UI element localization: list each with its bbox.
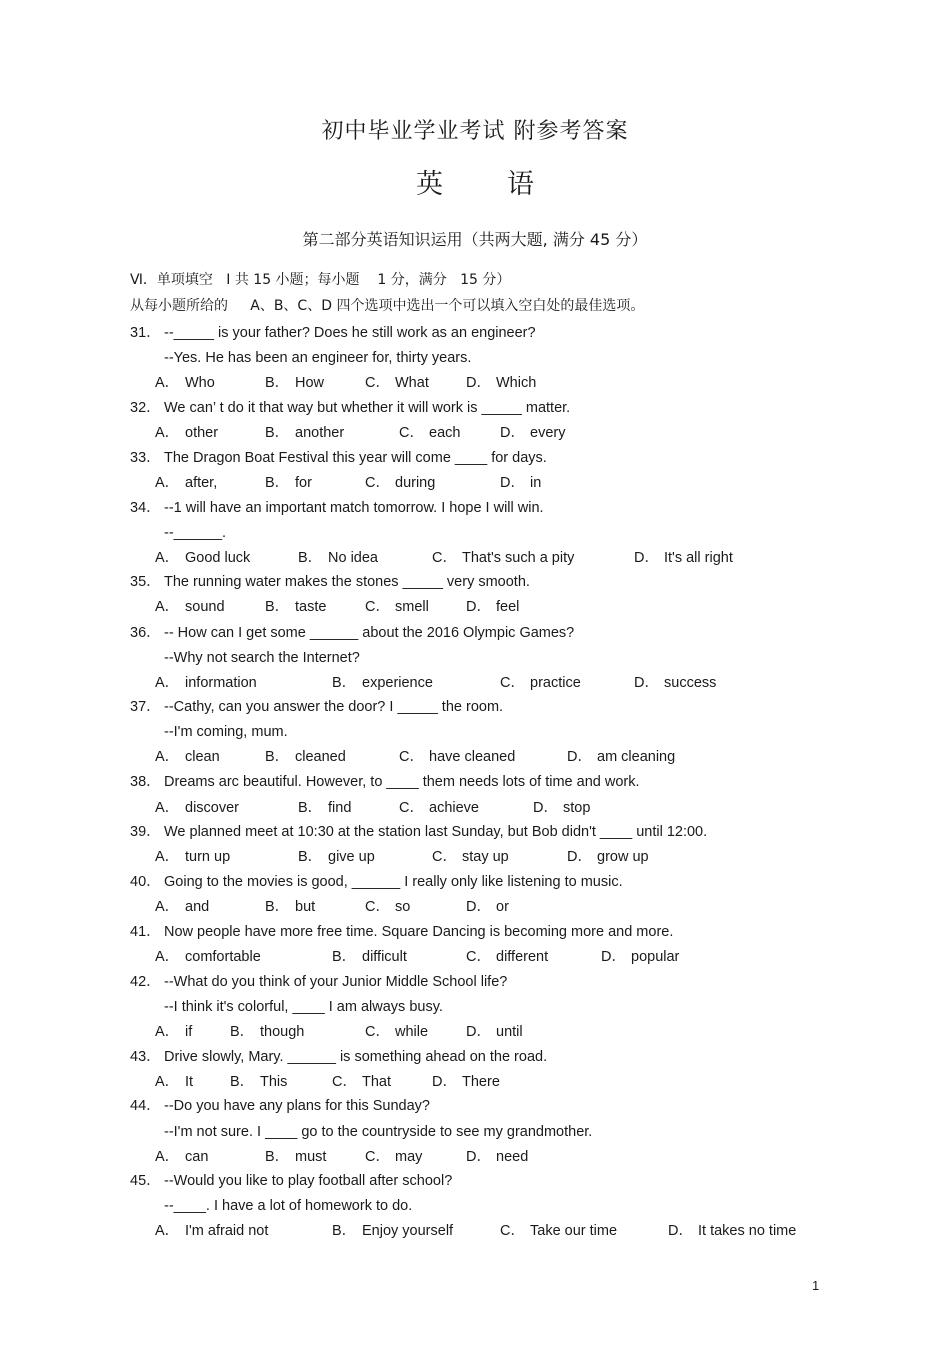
option-a[interactable]: A． Who <box>155 375 215 391</box>
option-c[interactable]: C． while <box>365 1024 429 1040</box>
option-a[interactable]: A． comfortable <box>155 949 261 965</box>
question-41-stem <box>130 922 673 942</box>
option-d[interactable]: D． Which <box>466 375 537 391</box>
question-44-options <box>155 1147 835 1167</box>
question-text: --What do you think of your Junior Middle School life? <box>164 974 508 990</box>
option-b[interactable]: B． difficult <box>332 949 407 965</box>
question-number: 32． <box>130 400 161 416</box>
question-43-stem <box>130 1047 547 1067</box>
question-38-stem <box>130 772 640 792</box>
option-c[interactable]: C． practice <box>500 675 581 691</box>
option-d[interactable]: D． It takes no time <box>668 1223 797 1239</box>
question-33-options <box>155 473 835 493</box>
question-text: We planned meet at 10:30 at the station last Sunday, but Bob didn't ____ until 12:00. <box>164 824 708 840</box>
option-c[interactable]: C． That's such a pity <box>432 550 575 566</box>
question-number: 42． <box>130 974 161 990</box>
question-45-stem <box>130 1171 452 1191</box>
option-d[interactable]: D． feel <box>466 599 520 615</box>
question-35-stem <box>130 572 530 592</box>
option-b[interactable]: B． find <box>298 800 352 816</box>
option-c[interactable]: C． each <box>399 425 461 441</box>
option-b[interactable]: B． must <box>265 1149 327 1165</box>
option-c[interactable]: C． different <box>466 949 549 965</box>
option-c[interactable]: C． smell <box>365 599 429 615</box>
option-c[interactable]: C． so <box>365 899 411 915</box>
question-number: 34． <box>130 500 161 516</box>
option-b[interactable]: B． but <box>265 899 316 915</box>
question-37-options <box>155 747 835 767</box>
question-text: Drive slowly, Mary. ______ is something ahead on the road. <box>164 1049 548 1065</box>
subject-char-1: 英 <box>416 169 443 200</box>
option-a[interactable]: A． and <box>155 899 210 915</box>
question-44-dialogue: --I'm not sure. I ____ go to the countryside to see my grandmother. <box>164 1124 593 1140</box>
question-37-dialogue: --I'm coming, mum. <box>164 724 288 740</box>
question-36-stem <box>130 623 574 643</box>
question-36-options <box>155 673 835 693</box>
option-b[interactable]: B． give up <box>298 849 375 865</box>
option-d[interactable]: D． or <box>466 899 509 915</box>
section-instruction: 从每小题所给的 A、B、C、D 四个选项中选出一个可以填入空白处的最佳选项。 <box>130 298 645 314</box>
question-text: The Dragon Boat Festival this year will come ____ for days. <box>164 450 547 466</box>
option-b[interactable]: B． How <box>265 375 325 391</box>
option-c[interactable]: C． during <box>365 475 436 491</box>
option-b[interactable]: B． taste <box>265 599 327 615</box>
question-number: 44． <box>130 1098 161 1114</box>
question-32-options <box>155 423 835 443</box>
question-45-options <box>155 1221 835 1241</box>
page-number: 1 <box>812 1278 820 1293</box>
question-text: The running water makes the stones _____ very smooth. <box>164 574 530 590</box>
option-d[interactable]: D． stop <box>533 800 591 816</box>
option-d[interactable]: D． am cleaning <box>567 749 676 765</box>
option-b[interactable]: B． for <box>265 475 312 491</box>
question-text: --Do you have any plans for this Sunday? <box>164 1098 430 1114</box>
question-number: 38． <box>130 774 161 790</box>
section-heading: Ⅵ．单项填空 I 共 15 小题；每小题 1 分，满分 15 分） <box>130 272 511 288</box>
question-32-stem <box>130 398 570 418</box>
question-45-dialogue: --____. I have a lot of homework to do. <box>164 1198 413 1214</box>
question-number: 31． <box>130 325 161 341</box>
question-number: 45． <box>130 1173 161 1189</box>
option-b[interactable]: B． another <box>265 425 345 441</box>
option-a[interactable]: A． if <box>155 1024 193 1040</box>
question-42-dialogue: --I think it's colorful, ____ I am always busy. <box>164 999 443 1015</box>
option-a[interactable]: A． discover <box>155 800 239 816</box>
question-38-options <box>155 798 835 818</box>
option-b[interactable]: B． cleaned <box>265 749 346 765</box>
option-a[interactable]: A． clean <box>155 749 220 765</box>
option-c[interactable]: C． Take our time <box>500 1223 618 1239</box>
option-d[interactable]: D． grow up <box>567 849 649 865</box>
question-text: Dreams arc beautiful. However, to ____ them needs lots of time and work. <box>164 774 640 790</box>
option-a[interactable]: A． It <box>155 1074 194 1090</box>
subject-title <box>0 162 950 201</box>
question-number: 35． <box>130 574 161 590</box>
question-text: --1 will have an important match tomorrow. I hope I will win. <box>164 500 544 516</box>
question-number: 40． <box>130 874 161 890</box>
question-40-options <box>155 897 835 917</box>
question-41-options <box>155 947 835 967</box>
option-a[interactable]: A． after, <box>155 475 218 491</box>
question-36-dialogue: --Why not search the Internet? <box>164 650 360 666</box>
question-39-stem <box>130 822 707 842</box>
option-a[interactable]: A． I'm afraid not <box>155 1223 269 1239</box>
option-b[interactable]: B． Enjoy yourself <box>332 1223 454 1239</box>
exam-title: 初中毕业学业考试 附参考答案 <box>321 119 629 144</box>
option-d[interactable]: D． popular <box>601 949 680 965</box>
question-text: Now people have more free time. Square Dancing is becoming more and more. <box>164 924 674 940</box>
option-a[interactable]: A． other <box>155 425 219 441</box>
option-a[interactable]: A． Good luck <box>155 550 251 566</box>
option-b[interactable]: B． No idea <box>298 550 378 566</box>
question-text: --Would you like to play football after school? <box>164 1173 453 1189</box>
question-34-options <box>155 548 835 568</box>
option-a[interactable]: A． sound <box>155 599 225 615</box>
question-42-options <box>155 1022 835 1042</box>
option-b[interactable]: B． though <box>230 1024 305 1040</box>
option-d[interactable]: D． in <box>500 475 542 491</box>
option-d[interactable]: D． until <box>466 1024 523 1040</box>
option-c[interactable]: C． may <box>365 1149 423 1165</box>
option-b[interactable]: B． This <box>230 1074 288 1090</box>
question-number: 36． <box>130 625 161 641</box>
option-c[interactable]: C． achieve <box>399 800 479 816</box>
question-text: We can’ t do it that way but whether it will work is _____ matter. <box>164 400 571 416</box>
question-31-dialogue: --Yes. He has been an engineer for, thirty years. <box>164 350 472 366</box>
question-43-options <box>155 1072 835 1092</box>
question-37-stem <box>130 697 503 717</box>
option-c[interactable]: C． That <box>332 1074 392 1090</box>
part-title: 第二部分英语知识运用（共两大题, 满分 45 分） <box>302 230 648 249</box>
question-text: --_____ is your father? Does he still work as an engineer? <box>164 325 536 341</box>
option-c[interactable]: C． What <box>365 375 429 391</box>
option-d[interactable]: D． success <box>634 675 717 691</box>
question-number: 33． <box>130 450 161 466</box>
option-d[interactable]: D． It's all right <box>634 550 733 566</box>
question-34-dialogue: --______. <box>164 525 227 541</box>
option-a[interactable]: A． information <box>155 675 257 691</box>
question-text: Going to the movies is good, ______ I really only like listening to music. <box>164 874 623 890</box>
question-31-options <box>155 373 835 393</box>
question-number: 43． <box>130 1049 161 1065</box>
question-number: 41． <box>130 924 161 940</box>
option-c[interactable]: C． stay up <box>432 849 509 865</box>
option-d[interactable]: D． every <box>500 425 566 441</box>
subject-char-2: 语 <box>507 169 534 200</box>
question-44-stem <box>130 1096 430 1116</box>
option-c[interactable]: C． have cleaned <box>399 749 516 765</box>
question-text: -- How can I get some ______ about the 2016 Olympic Games? <box>164 625 575 641</box>
question-33-stem <box>130 448 547 468</box>
question-31-stem <box>130 323 536 343</box>
option-d[interactable]: D． need <box>466 1149 529 1165</box>
question-35-options <box>155 597 835 617</box>
question-34-stem <box>130 498 544 518</box>
question-39-options <box>155 847 835 867</box>
question-text: --Cathy, can you answer the door? I _____ the room. <box>164 699 504 715</box>
option-d[interactable]: D． There <box>432 1074 500 1090</box>
question-number: 37． <box>130 699 161 715</box>
option-a[interactable]: A． can <box>155 1149 209 1165</box>
question-40-stem <box>130 872 623 892</box>
question-42-stem <box>130 972 507 992</box>
option-a[interactable]: A． turn up <box>155 849 231 865</box>
option-b[interactable]: B． experience <box>332 675 433 691</box>
question-number: 39． <box>130 824 161 840</box>
